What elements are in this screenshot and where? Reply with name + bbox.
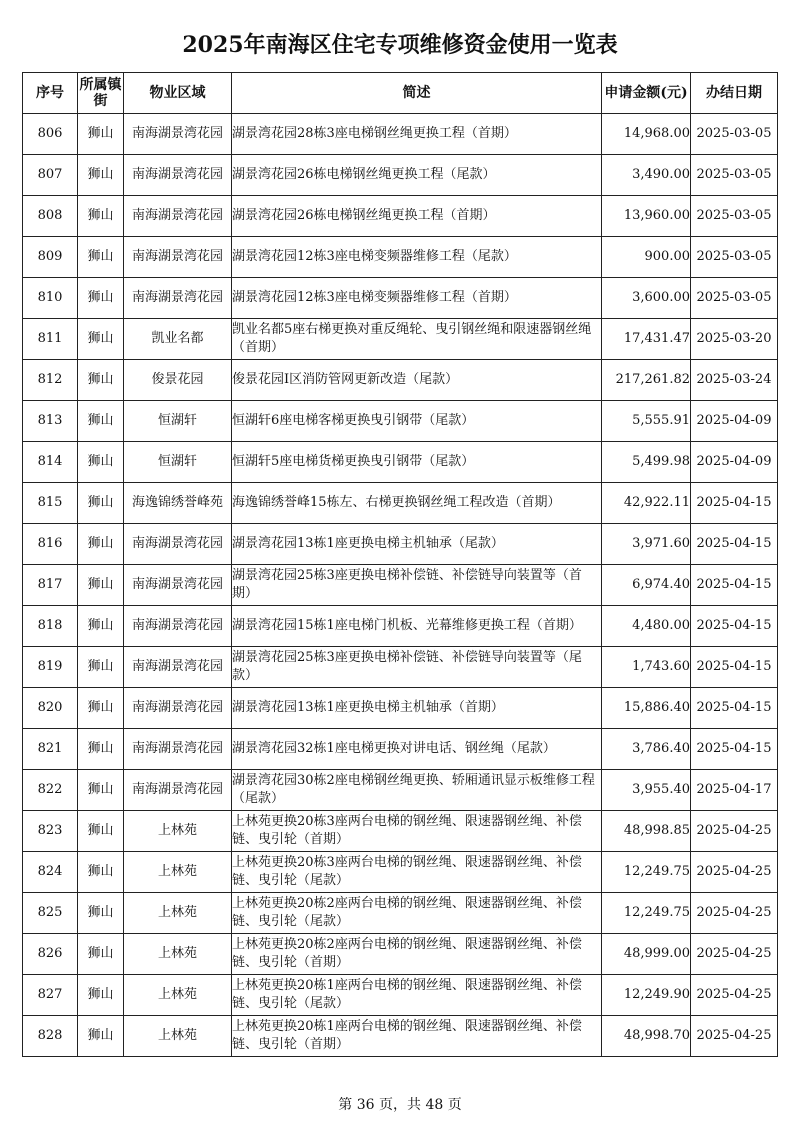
cell-no: 818 [23, 606, 78, 647]
cell-area: 恒湖轩 [124, 442, 232, 483]
table-row [23, 524, 778, 565]
cell-area: 上林苑 [124, 852, 232, 893]
table-row [23, 606, 778, 647]
cell-date: 2025-04-09 [691, 401, 778, 442]
cell-area: 南海湖景湾花园 [124, 688, 232, 729]
table-row [23, 893, 778, 934]
table-row [23, 770, 778, 811]
cell-no: 822 [23, 770, 78, 811]
table-row [23, 1016, 778, 1057]
cell-desc: 海逸锦绣誉峰15栋左、右梯更换钢丝绳工程改造（首期） [232, 483, 602, 524]
cell-town: 狮山 [78, 852, 124, 893]
cell-area: 南海湖景湾花园 [124, 729, 232, 770]
cell-date: 2025-04-25 [691, 811, 778, 852]
cell-date: 2025-03-05 [691, 114, 778, 155]
cell-town: 狮山 [78, 196, 124, 237]
cell-no: 807 [23, 155, 78, 196]
cell-town: 狮山 [78, 811, 124, 852]
cell-no: 810 [23, 278, 78, 319]
cell-date: 2025-04-15 [691, 688, 778, 729]
cell-date: 2025-04-17 [691, 770, 778, 811]
cell-town: 狮山 [78, 401, 124, 442]
cell-area: 南海湖景湾花园 [124, 524, 232, 565]
cell-desc: 上林苑更换20栋3座两台电梯的钢丝绳、限速器钢丝绳、补偿链、曳引轮（首期） [232, 811, 602, 852]
cell-amount: 48,998.70 [602, 1016, 691, 1057]
cell-no: 820 [23, 688, 78, 729]
cell-date: 2025-03-05 [691, 237, 778, 278]
table-row [23, 114, 778, 155]
cell-date: 2025-04-15 [691, 524, 778, 565]
cell-no: 809 [23, 237, 78, 278]
cell-desc: 上林苑更换20栋1座两台电梯的钢丝绳、限速器钢丝绳、补偿链、曳引轮（尾款） [232, 975, 602, 1016]
cell-date: 2025-03-05 [691, 155, 778, 196]
cell-no: 825 [23, 893, 78, 934]
cell-no: 806 [23, 114, 78, 155]
table-row [23, 975, 778, 1016]
cell-town: 狮山 [78, 319, 124, 360]
table-row [23, 237, 778, 278]
cell-no: 823 [23, 811, 78, 852]
cell-town: 狮山 [78, 360, 124, 401]
cell-area: 海逸锦绣誉峰苑 [124, 483, 232, 524]
cell-area: 南海湖景湾花园 [124, 155, 232, 196]
cell-amount: 48,999.00 [602, 934, 691, 975]
cell-no: 813 [23, 401, 78, 442]
header-town: 所属镇街 [78, 73, 124, 114]
cell-town: 狮山 [78, 237, 124, 278]
cell-town: 狮山 [78, 114, 124, 155]
cell-desc: 湖景湾花园30栋2座电梯钢丝绳更换、轿厢通讯显示板维修工程（尾款） [232, 770, 602, 811]
cell-desc: 恒湖轩6座电梯客梯更换曳引钢带（尾款） [232, 401, 602, 442]
table-row [23, 278, 778, 319]
cell-amount: 217,261.82 [602, 360, 691, 401]
cell-no: 812 [23, 360, 78, 401]
cell-area: 恒湖轩 [124, 401, 232, 442]
table-row [23, 155, 778, 196]
cell-area: 南海湖景湾花园 [124, 114, 232, 155]
cell-desc: 湖景湾花园25栋3座更换电梯补偿链、补偿链导向装置等（尾款） [232, 647, 602, 688]
cell-area: 南海湖景湾花园 [124, 770, 232, 811]
cell-desc: 湖景湾花园26栋电梯钢丝绳更换工程（尾款） [232, 155, 602, 196]
cell-date: 2025-03-24 [691, 360, 778, 401]
cell-town: 狮山 [78, 975, 124, 1016]
cell-amount: 48,998.85 [602, 811, 691, 852]
cell-no: 828 [23, 1016, 78, 1057]
table-row [23, 729, 778, 770]
cell-desc: 上林苑更换20栋3座两台电梯的钢丝绳、限速器钢丝绳、补偿链、曳引轮（尾款） [232, 852, 602, 893]
cell-town: 狮山 [78, 565, 124, 606]
cell-desc: 恒湖轩5座电梯货梯更换曳引钢带（尾款） [232, 442, 602, 483]
cell-date: 2025-04-15 [691, 606, 778, 647]
cell-area: 上林苑 [124, 975, 232, 1016]
cell-area: 南海湖景湾花园 [124, 196, 232, 237]
cell-area: 俊景花园 [124, 360, 232, 401]
cell-date: 2025-03-05 [691, 278, 778, 319]
cell-amount: 12,249.75 [602, 893, 691, 934]
cell-desc: 湖景湾花园12栋3座电梯变频器维修工程（尾款） [232, 237, 602, 278]
cell-desc: 上林苑更换20栋2座两台电梯的钢丝绳、限速器钢丝绳、补偿链、曳引轮（首期） [232, 934, 602, 975]
header-area: 物业区域 [124, 73, 232, 114]
cell-desc: 湖景湾花园15栋1座电梯门机板、光幕维修更换工程（首期） [232, 606, 602, 647]
cell-no: 827 [23, 975, 78, 1016]
cell-date: 2025-04-25 [691, 975, 778, 1016]
cell-no: 824 [23, 852, 78, 893]
table-row [23, 483, 778, 524]
cell-amount: 5,499.98 [602, 442, 691, 483]
cell-town: 狮山 [78, 606, 124, 647]
cell-amount: 12,249.90 [602, 975, 691, 1016]
cell-date: 2025-04-25 [691, 1016, 778, 1057]
cell-desc: 俊景花园I区消防管网更新改造（尾款） [232, 360, 602, 401]
cell-amount: 14,968.00 [602, 114, 691, 155]
cell-no: 816 [23, 524, 78, 565]
cell-date: 2025-04-15 [691, 565, 778, 606]
cell-amount: 4,480.00 [602, 606, 691, 647]
cell-date: 2025-04-15 [691, 483, 778, 524]
cell-area: 上林苑 [124, 1016, 232, 1057]
cell-amount: 15,886.40 [602, 688, 691, 729]
table-row [23, 196, 778, 237]
cell-desc: 湖景湾花园12栋3座电梯变频器维修工程（首期） [232, 278, 602, 319]
cell-town: 狮山 [78, 729, 124, 770]
header-date: 办结日期 [691, 73, 778, 114]
header-desc: 简述 [232, 73, 602, 114]
cell-town: 狮山 [78, 934, 124, 975]
cell-area: 上林苑 [124, 934, 232, 975]
cell-town: 狮山 [78, 483, 124, 524]
table-row [23, 319, 778, 360]
cell-no: 817 [23, 565, 78, 606]
cell-amount: 3,955.40 [602, 770, 691, 811]
cell-area: 南海湖景湾花园 [124, 565, 232, 606]
cell-date: 2025-04-09 [691, 442, 778, 483]
cell-area: 南海湖景湾花园 [124, 278, 232, 319]
cell-desc: 上林苑更换20栋2座两台电梯的钢丝绳、限速器钢丝绳、补偿链、曳引轮（尾款） [232, 893, 602, 934]
cell-area: 南海湖景湾花园 [124, 606, 232, 647]
cell-no: 815 [23, 483, 78, 524]
cell-amount: 3,600.00 [602, 278, 691, 319]
cell-desc: 上林苑更换20栋1座两台电梯的钢丝绳、限速器钢丝绳、补偿链、曳引轮（首期） [232, 1016, 602, 1057]
cell-no: 826 [23, 934, 78, 975]
header-no: 序号 [23, 73, 78, 114]
cell-town: 狮山 [78, 688, 124, 729]
page-title: 2025年南海区住宅专项维修资金使用一览表 [182, 32, 618, 58]
cell-amount: 5,555.91 [602, 401, 691, 442]
cell-town: 狮山 [78, 770, 124, 811]
table-row [23, 852, 778, 893]
table-row [23, 647, 778, 688]
cell-town: 狮山 [78, 647, 124, 688]
maintenance-fund-table [22, 72, 778, 1057]
cell-date: 2025-04-25 [691, 934, 778, 975]
cell-desc: 湖景湾花园32栋1座电梯更换对讲电话、钢丝绳（尾款） [232, 729, 602, 770]
cell-amount: 3,971.60 [602, 524, 691, 565]
cell-town: 狮山 [78, 442, 124, 483]
cell-date: 2025-04-25 [691, 893, 778, 934]
cell-date: 2025-03-05 [691, 196, 778, 237]
cell-amount: 12,249.75 [602, 852, 691, 893]
cell-no: 811 [23, 319, 78, 360]
cell-date: 2025-04-15 [691, 647, 778, 688]
table-row [23, 565, 778, 606]
cell-desc: 湖景湾花园28栋3座电梯钢丝绳更换工程（首期） [232, 114, 602, 155]
table-row [23, 811, 778, 852]
cell-amount: 17,431.47 [602, 319, 691, 360]
cell-amount: 1,743.60 [602, 647, 691, 688]
cell-date: 2025-04-25 [691, 852, 778, 893]
cell-date: 2025-03-20 [691, 319, 778, 360]
cell-town: 狮山 [78, 893, 124, 934]
table-row [23, 360, 778, 401]
cell-no: 821 [23, 729, 78, 770]
cell-desc: 湖景湾花园25栋3座更换电梯补偿链、补偿链导向装置等（首期） [232, 565, 602, 606]
cell-area: 上林苑 [124, 893, 232, 934]
header-amount: 申请金额(元) [602, 73, 691, 114]
cell-amount: 3,490.00 [602, 155, 691, 196]
cell-area: 南海湖景湾花园 [124, 237, 232, 278]
cell-amount: 6,974.40 [602, 565, 691, 606]
cell-amount: 3,786.40 [602, 729, 691, 770]
cell-town: 狮山 [78, 155, 124, 196]
table-row [23, 934, 778, 975]
cell-desc: 凯业名都5座右梯更换对重反绳轮、曳引钢丝绳和限速器钢丝绳（首期） [232, 319, 602, 360]
cell-desc: 湖景湾花园13栋1座更换电梯主机轴承（尾款） [232, 524, 602, 565]
cell-area: 凯业名都 [124, 319, 232, 360]
cell-no: 808 [23, 196, 78, 237]
cell-area: 南海湖景湾花园 [124, 647, 232, 688]
table-row [23, 688, 778, 729]
table-body [23, 114, 778, 1057]
cell-area: 上林苑 [124, 811, 232, 852]
cell-town: 狮山 [78, 1016, 124, 1057]
table-row [23, 442, 778, 483]
cell-town: 狮山 [78, 524, 124, 565]
cell-no: 819 [23, 647, 78, 688]
cell-no: 814 [23, 442, 78, 483]
table-row [23, 401, 778, 442]
cell-town: 狮山 [78, 278, 124, 319]
cell-desc: 湖景湾花园26栋电梯钢丝绳更换工程（首期） [232, 196, 602, 237]
cell-desc: 湖景湾花园13栋1座更换电梯主机轴承（首期） [232, 688, 602, 729]
table-header-row [23, 73, 778, 114]
cell-amount: 42,922.11 [602, 483, 691, 524]
cell-amount: 13,960.00 [602, 196, 691, 237]
page-footer: 第 36 页，共 48 页 [338, 1097, 462, 1113]
cell-amount: 900.00 [602, 237, 691, 278]
cell-date: 2025-04-15 [691, 729, 778, 770]
